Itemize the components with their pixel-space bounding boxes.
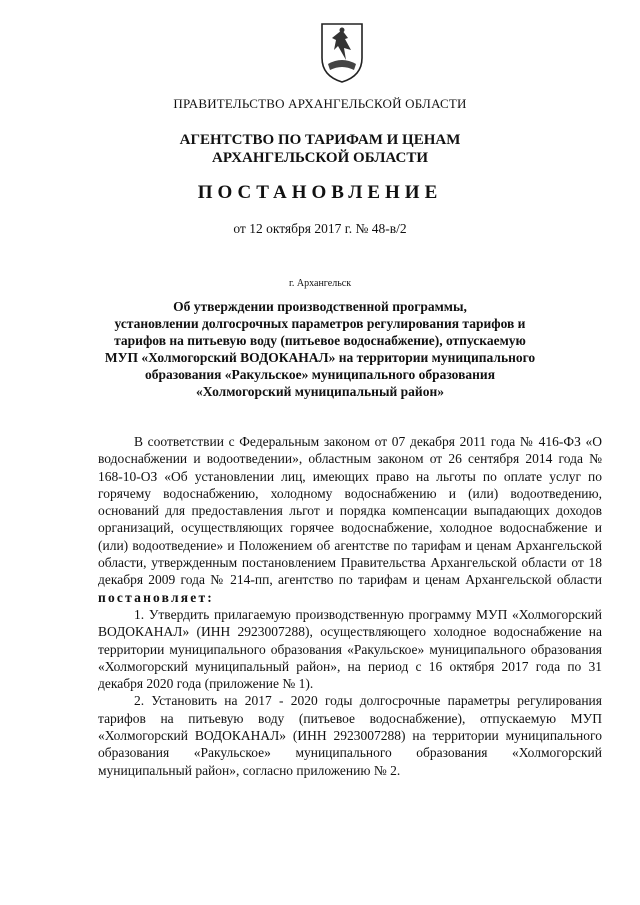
title-line6: «Холмогорский муниципальный район» [196,384,444,399]
preamble-text: В соответствии с Федеральным законом от 07 декабря 2011 года № 416-ФЗ «О водоснабжении и водоотведении», областным законом от 26 сентября 2014 года № 168-10-ОЗ «Об установлении лиц, имеющих право на льготы по оплате услуг по горячему водоснабжению, холодному водоснабжению и (или) водоотведению, оснований для предоставления льгот и порядка компенсации выпадающих доходов организаций, осуществляющих горячее водоснабжение, холодное водоснабжение и (или) водоотведение» и Положением об агентстве по тарифам и ценам Архангельской области, утвержденным постановлением Правительства Архангельской области от 18 декабря 2009 года № 214-пп, агентство по тарифам и ценам Архангельской области [98,434,602,588]
title-line3: тарифов на питьевую воду (питьевое водоснабжение), отпускаемую [114,333,526,348]
title-line5: образования «Ракульское» муниципального образования [145,367,495,382]
preamble-paragraph [98,433,602,606]
document-city: г. Архангельск [288,278,352,289]
title-line4: МУП «Холмогорский ВОДОКАНАЛ» на территории муниципального [104,350,536,365]
title-line1: Об утверждении производственной программы, [173,299,467,314]
document-title [0,298,640,400]
item-2-paragraph: 2. Установить на 2017 - 2020 годы долгосрочные параметры регулирования тарифов на питьевую воду (питьевое водоснабжение), отпускаемую МУП «Холмогорский ВОДОКАНАЛ» (ИНН 2923007288) на территории муниципального образования «Ракульское» муниципального образования «Холмогорский муниципальный район», согласно приложению № 2. [98,693,602,778]
title-line2: установлении долгосрочных параметров регулирования тарифов и [114,316,526,331]
agency-name-line1: АГЕНТСТВО ПО ТАРИФАМ И ЦЕНАМ [179,132,461,148]
document-type: ПОСТАНОВЛЕНИЕ [197,182,443,203]
agency-name [0,131,640,167]
document-body [98,433,602,779]
item-1-paragraph: 1. Утвердить прилагаемую производственную программу МУП «Холмогорский ВОДОКАНАЛ» (ИНН 2923007288), осуществляющего холодное водоснабжение на территории муниципального образования «Ракульское» муниципального образования «Холмогорский муниципальный район», на период с 16 октября 2017 года по 31 декабря 2020 года (приложение № 1). [98,606,602,692]
government-name: ПРАВИТЕЛЬСТВО АРХАНГЕЛЬСКОЙ ОБЛАСТИ [173,96,467,111]
coat-of-arms-emblem [318,20,366,84]
agency-name-line2: АРХАНГЕЛЬСКОЙ ОБЛАСТИ [212,150,428,166]
resolves-word: постановляет: [98,589,214,605]
document-date-number: от 12 октября 2017 г. № 48-в/2 [233,221,407,236]
